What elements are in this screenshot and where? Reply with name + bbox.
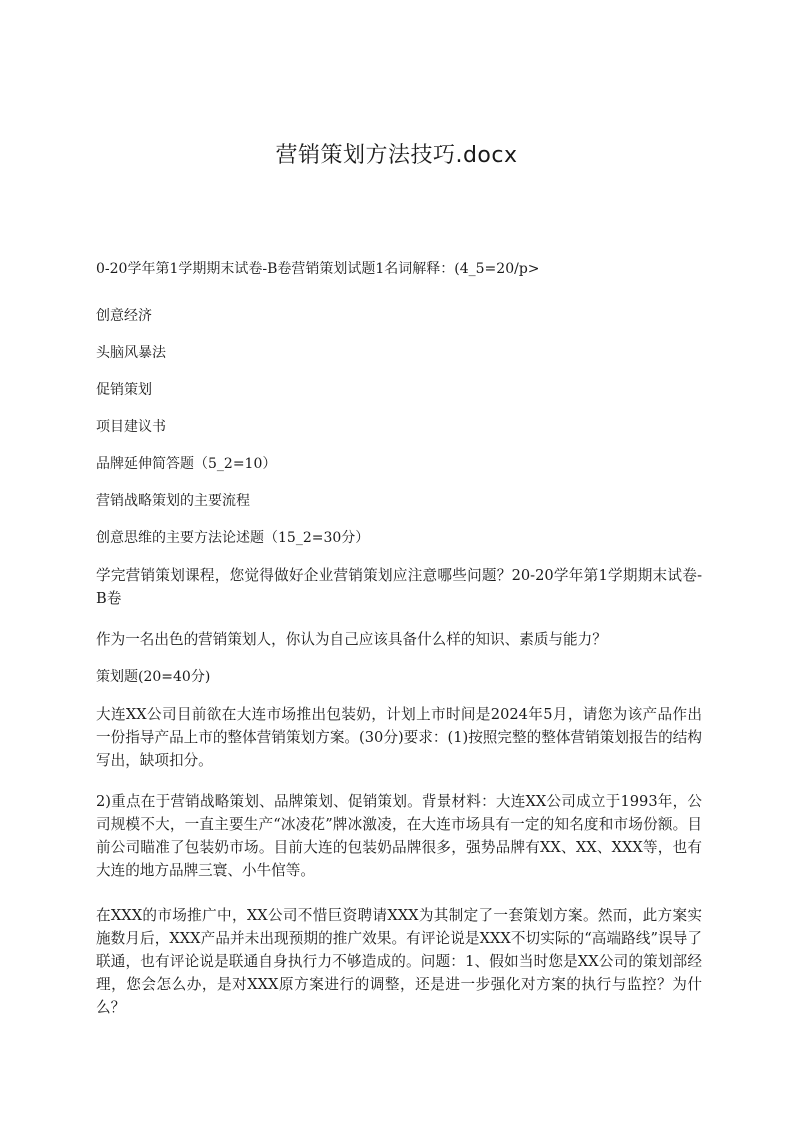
term-creative-economy: 创意经济	[96, 308, 152, 324]
document-body	[96, 258, 702, 1019]
term-promotion-planning: 促销策划	[96, 382, 152, 398]
background-material: 2)重点在于营销战略策划、品牌策划、促销策划。背景材料：大连XX公司成立于1993年，公司规模不大，一直主要生产“冰凌花”牌冰激凌，在大连市场具有一定的知名度和市场份额。目前公司瞄准了包装奶市场。目前大连的包装奶品牌很多，强势品牌有XX、XX、XXX等，也有大连的地方品牌三寰、小牛倌等。	[96, 793, 702, 879]
case-question: 在XXX的市场推广中，XX公司不惜巨资聘请XXX为其制定了一套策划方案。然而，此方案实施数月后，XXX产品并未出现预期的推广效果。有评论说是XXX不切实际的“高端路线”误导了联通，也有评论说是联通自身执行力不够造成的。问题：1、假如当时您是XX公司的策划部经理，您会怎么办，是对XXX原方案进行的调整，还是进一步强化对方案的执行与监控？为什么？	[96, 907, 702, 1016]
exam-header: 0-20学年第1学期期末试卷-B卷营销策划试题1名词解释：(4_5=20/p>	[96, 261, 540, 277]
question-strategy-process: 营销战略策划的主要流程	[96, 493, 250, 509]
term-brand-extension: 品牌延伸简答题（5_2=10）	[96, 456, 277, 472]
planning-task-dalian: 大连XX公司目前欲在大连市场推出包装奶，计划上市时间是2024年5月，请您为该产品作出一份指导产品上市的整体营销策划方案。(30分)要求：(1)按照完整的整体营销策划报告的结构写出，缺项扣分。	[96, 706, 702, 769]
question-marketing-issues: 学完营销策划课程，您觉得做好企业营销策划应注意哪些问题？20-20学年第1学期期末试卷-B卷	[96, 567, 702, 607]
question-planner-skills: 作为一名出色的营销策划人，你认为自己应该具备什么样的知识、素质与能力？	[96, 631, 607, 648]
document-title: 营销策划方法技巧.docx	[275, 143, 518, 168]
section-planning-questions: 策划题(20=40分)	[96, 669, 211, 685]
term-project-proposal: 项目建议书	[96, 419, 166, 435]
term-brainstorming: 头脑风暴法	[96, 345, 166, 361]
question-creative-thinking: 创意思维的主要方法论述题（15_2=30分）	[96, 530, 370, 546]
